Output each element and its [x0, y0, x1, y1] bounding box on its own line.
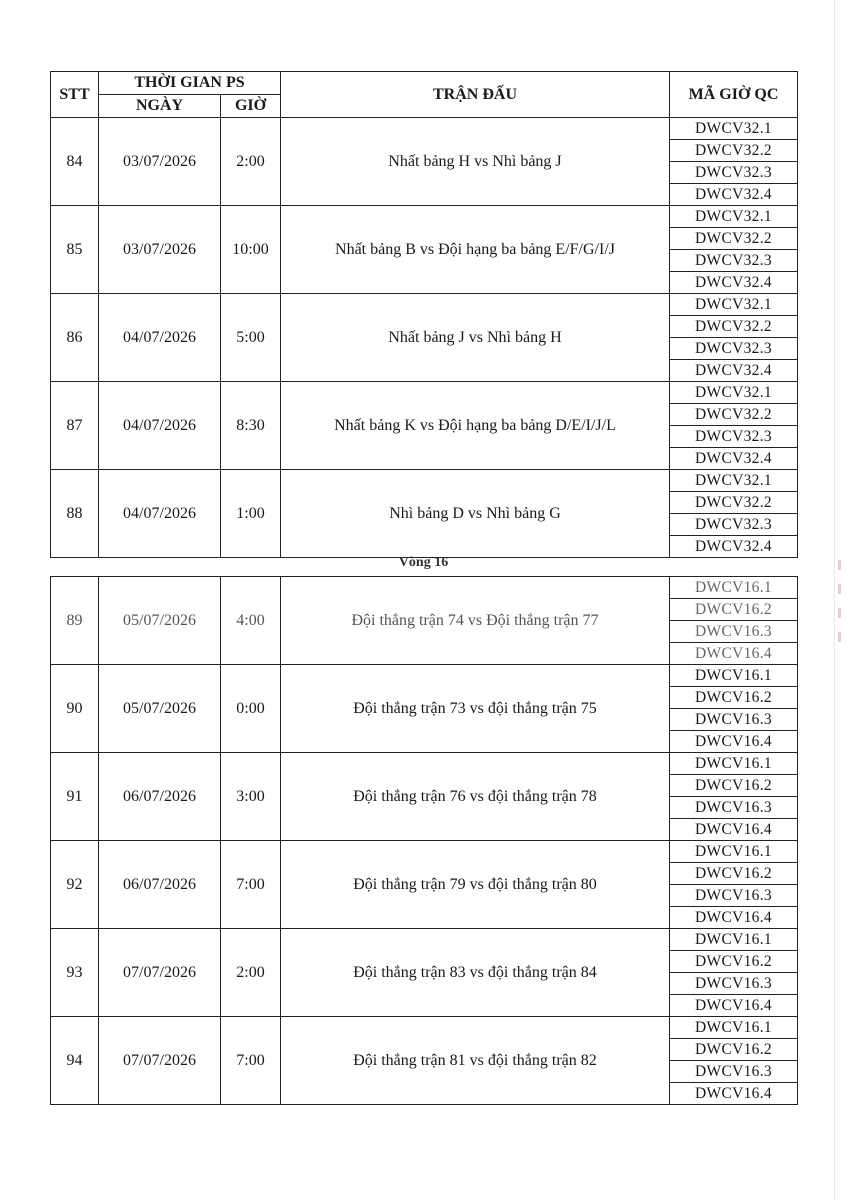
code-row [51, 841, 798, 863]
ad-code: DWCV32.1 [670, 206, 798, 228]
header-time-group: THỜI GIAN PS [99, 72, 281, 95]
ad-code: DWCV16.3 [670, 1061, 798, 1083]
ad-code: DWCV16.1 [670, 841, 798, 863]
match-date: 03/07/2026 [99, 118, 221, 206]
ad-code: DWCV32.1 [670, 118, 798, 140]
match-number: 92 [51, 841, 99, 929]
match-date: 04/07/2026 [99, 470, 221, 558]
match-date: 03/07/2026 [99, 206, 221, 294]
ad-code: DWCV16.2 [670, 951, 798, 973]
ad-code: DWCV32.4 [670, 184, 798, 206]
match-time: 7:00 [221, 1017, 281, 1105]
ad-code: DWCV16.4 [670, 907, 798, 929]
ad-code: DWCV32.2 [670, 404, 798, 426]
match-number: 93 [51, 929, 99, 1017]
ad-code: DWCV16.3 [670, 709, 798, 731]
code-row [51, 382, 798, 404]
ad-code: DWCV16.4 [670, 1083, 798, 1105]
ad-code: DWCV16.3 [670, 885, 798, 907]
ad-code: DWCV16.4 [670, 819, 798, 841]
ad-code: DWCV32.1 [670, 294, 798, 316]
ad-code: DWCV16.2 [670, 1039, 798, 1061]
ad-code: DWCV16.1 [670, 753, 798, 775]
match-date: 06/07/2026 [99, 841, 221, 929]
code-row [51, 118, 798, 140]
match-name: Đội thắng trận 83 vs đội thắng trận 84 [281, 929, 670, 1017]
ad-code: DWCV32.2 [670, 228, 798, 250]
ad-code: DWCV32.1 [670, 470, 798, 492]
match-name: Nhì bảng D vs Nhì bảng G [281, 470, 670, 558]
code-row [51, 929, 798, 951]
ad-code: DWCV16.1 [670, 665, 798, 687]
match-date: 05/07/2026 [99, 577, 221, 665]
match-name: Nhất bảng K vs Đội hạng ba bảng D/E/I/J/L [281, 382, 670, 470]
header-stt: STT [51, 72, 99, 118]
schedule-table-round-32 [50, 71, 798, 558]
code-row [51, 665, 798, 687]
match-time: 1:00 [221, 470, 281, 558]
ad-code: DWCV16.3 [670, 621, 798, 643]
match-number: 94 [51, 1017, 99, 1105]
scan-edge-marks [838, 560, 844, 680]
ad-code: DWCV32.1 [670, 382, 798, 404]
ad-code: DWCV16.2 [670, 687, 798, 709]
code-row [51, 294, 798, 316]
ad-code: DWCV16.1 [670, 929, 798, 951]
match-date: 06/07/2026 [99, 753, 221, 841]
ad-code: DWCV16.2 [670, 599, 798, 621]
ad-code: DWCV16.4 [670, 995, 798, 1017]
match-date: 05/07/2026 [99, 665, 221, 753]
ad-code: DWCV32.3 [670, 426, 798, 448]
ad-code: DWCV32.3 [670, 250, 798, 272]
ad-code: DWCV32.4 [670, 360, 798, 382]
ad-code: DWCV32.2 [670, 316, 798, 338]
ad-code: DWCV32.2 [670, 140, 798, 162]
ad-code: DWCV32.3 [670, 514, 798, 536]
match-time: 5:00 [221, 294, 281, 382]
match-time: 4:00 [221, 577, 281, 665]
match-number: 84 [51, 118, 99, 206]
match-name: Đội thắng trận 79 vs đội thắng trận 80 [281, 841, 670, 929]
match-name: Đội thắng trận 76 vs đội thắng trận 78 [281, 753, 670, 841]
ad-code: DWCV16.3 [670, 797, 798, 819]
round-label: Vòng 16 [398, 555, 449, 570]
match-name: Đội thắng trận 81 vs đội thắng trận 82 [281, 1017, 670, 1105]
code-row [51, 753, 798, 775]
ad-code: DWCV32.3 [670, 338, 798, 360]
ad-code: DWCV16.4 [670, 643, 798, 665]
code-row [51, 1017, 798, 1039]
scan-edge-line [834, 0, 835, 1200]
match-time: 8:30 [221, 382, 281, 470]
match-number: 89 [51, 577, 99, 665]
match-time: 7:00 [221, 841, 281, 929]
header-code: MÃ GIỜ QC [670, 72, 798, 118]
match-number: 90 [51, 665, 99, 753]
match-name: Đội thắng trận 74 vs Đội thắng trận 77 [281, 577, 670, 665]
match-time: 10:00 [221, 206, 281, 294]
match-name: Nhất bảng H vs Nhì bảng J [281, 118, 670, 206]
header-match: TRẬN ĐẤU [281, 72, 670, 118]
match-time: 0:00 [221, 665, 281, 753]
match-number: 88 [51, 470, 99, 558]
schedule-table-round-16 [50, 576, 798, 1105]
match-time: 2:00 [221, 118, 281, 206]
match-name: Đội thắng trận 73 vs đội thắng trận 75 [281, 665, 670, 753]
match-date: 07/07/2026 [99, 1017, 221, 1105]
ad-code: DWCV16.1 [670, 1017, 798, 1039]
ad-code: DWCV32.4 [670, 536, 798, 558]
ad-code: DWCV32.3 [670, 162, 798, 184]
match-date: 04/07/2026 [99, 294, 221, 382]
match-date: 04/07/2026 [99, 382, 221, 470]
match-number: 86 [51, 294, 99, 382]
ad-code: DWCV32.4 [670, 448, 798, 470]
match-number: 87 [51, 382, 99, 470]
code-row [51, 577, 798, 599]
match-time: 2:00 [221, 929, 281, 1017]
match-number: 91 [51, 753, 99, 841]
ad-code: DWCV16.4 [670, 731, 798, 753]
match-number: 85 [51, 206, 99, 294]
ad-code: DWCV16.2 [670, 863, 798, 885]
ad-code: DWCV16.3 [670, 973, 798, 995]
header-hour: GIỜ [221, 95, 281, 118]
match-time: 3:00 [221, 753, 281, 841]
ad-code: DWCV16.1 [670, 577, 798, 599]
code-row [51, 206, 798, 228]
ad-code: DWCV16.2 [670, 775, 798, 797]
ad-code: DWCV32.2 [670, 492, 798, 514]
match-name: Nhất bảng B vs Đội hạng ba bảng E/F/G/I/J [281, 206, 670, 294]
match-date: 07/07/2026 [99, 929, 221, 1017]
header-date: NGÀY [99, 95, 221, 118]
match-name: Nhất bảng J vs Nhì bảng H [281, 294, 670, 382]
code-row [51, 470, 798, 492]
ad-code: DWCV32.4 [670, 272, 798, 294]
